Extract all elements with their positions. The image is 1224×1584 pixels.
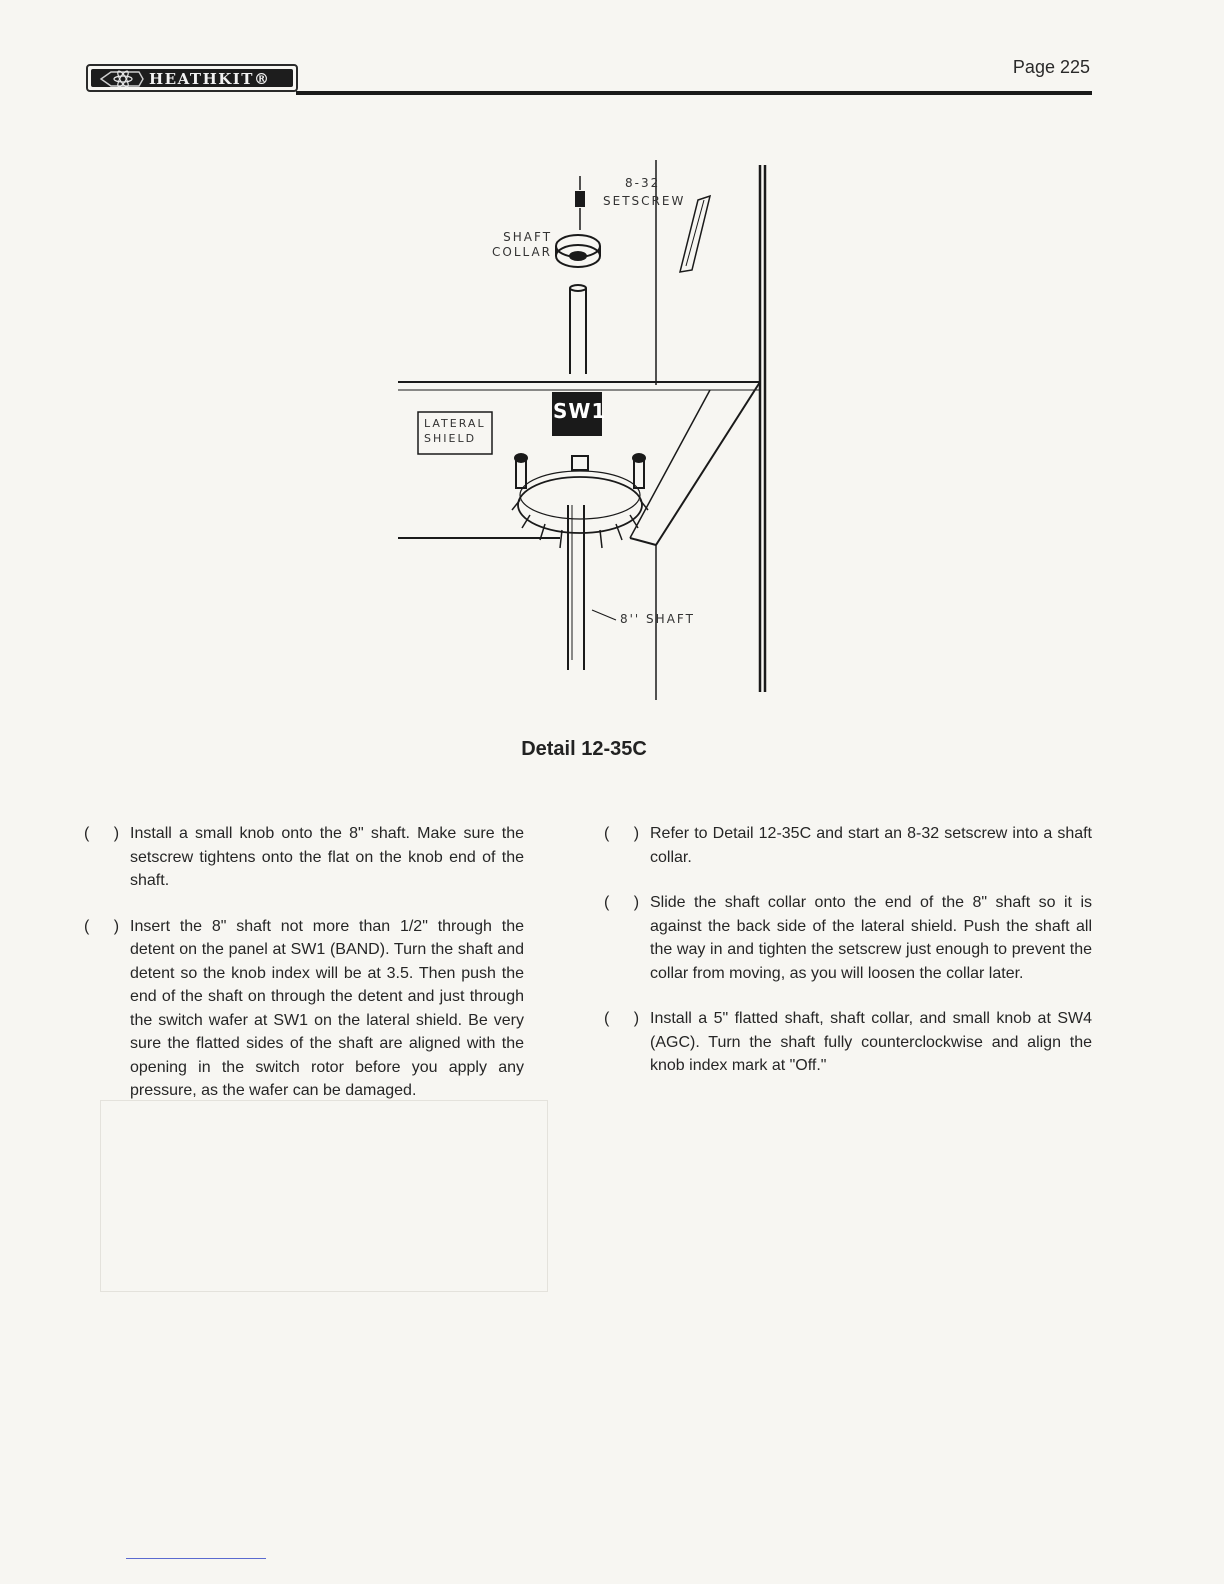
step-text: Refer to Detail 12-35C and start an 8-32 setscrew into a shaft collar. bbox=[650, 825, 1092, 866]
left-column bbox=[84, 822, 524, 1125]
bottom-rule bbox=[126, 1558, 266, 1559]
instruction-step bbox=[604, 822, 1092, 869]
sw1-label: SW1 bbox=[553, 399, 607, 423]
bleed-through-box bbox=[100, 1100, 548, 1292]
instruction-step bbox=[84, 915, 524, 1103]
instruction-step bbox=[604, 1007, 1092, 1078]
figure-caption: Detail 12-35C bbox=[521, 738, 647, 760]
checkbox-marker[interactable]: ( ) bbox=[84, 917, 130, 935]
checkbox-marker[interactable]: ( ) bbox=[604, 825, 650, 842]
setscrew-size-label: 8-32 bbox=[625, 176, 661, 190]
step-text: Install a small knob onto the 8" shaft. Make sure the setscrew tightens onto the flat on the knob end of the shaft. bbox=[130, 825, 524, 889]
checkbox-marker[interactable]: ( ) bbox=[604, 894, 650, 911]
shaft-label: 8'' SHAFT bbox=[620, 612, 695, 626]
heathkit-logo bbox=[86, 64, 298, 92]
lateral-shield-label: LATERAL SHIELD bbox=[424, 417, 486, 445]
detail-figure bbox=[380, 160, 800, 700]
page-number: Page 225 bbox=[1012, 57, 1090, 77]
shaft-collar-label: SHAFT COLLAR bbox=[492, 230, 553, 259]
brand-name: HEATHKIT® bbox=[149, 70, 271, 88]
step-text: Install a 5" flatted shaft, shaft collar, and small knob at SW4 (AGC). Turn the shaft fully counterclockwise and align the knob index mark at "Off." bbox=[650, 1010, 1092, 1074]
instruction-step bbox=[84, 822, 524, 893]
checkbox-marker[interactable]: ( ) bbox=[604, 1010, 650, 1027]
step-text: Slide the shaft collar onto the end of the 8" shaft so it is against the back side of the lateral shield. Push the shaft all the way in and tighten the setscrew just enough to prevent the collar from moving, as you will loosen the collar later. bbox=[650, 894, 1092, 982]
step-text: Insert the 8" shaft not more than 1/2" through the detent on the panel at SW1 (BAND). Turn the shaft and detent so the knob index will be at 3.5. Then push the end of the shaft on through the detent and just through the switch wafer at SW1 on the lateral shield. Be very sure the flatted sides of the shaft are aligned with the opening in the switch rotor before you apply any pressure, as the wafer can be damaged. bbox=[130, 917, 524, 1099]
atom-logo-icon bbox=[99, 70, 145, 88]
checkbox-marker[interactable]: ( ) bbox=[84, 825, 130, 842]
right-column bbox=[604, 822, 1092, 1100]
header-rule bbox=[296, 91, 1092, 95]
instruction-step bbox=[604, 891, 1092, 985]
setscrew-label: SETSCREW bbox=[603, 194, 686, 208]
